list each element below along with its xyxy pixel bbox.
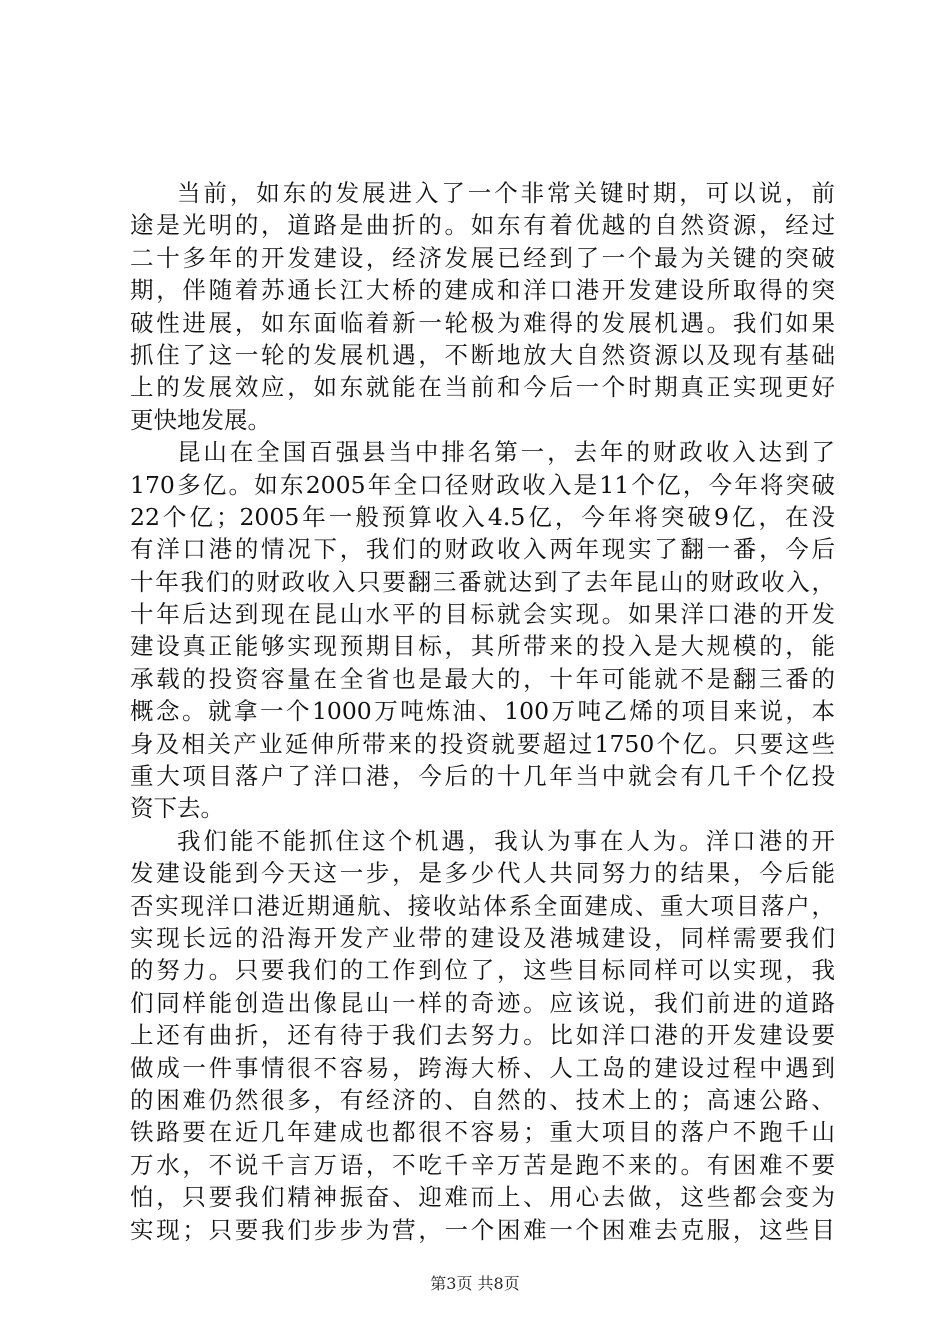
paragraph-line: 实现；只要我们步步为营，一个困难一个困难去克服，这些目 — [130, 1215, 835, 1244]
paragraph-line: 概念。就拿一个1000万吨炼油、100万吨乙烯的项目来说，本 — [130, 697, 835, 726]
page-footer: 第3页 共8页 — [430, 1274, 520, 1293]
paragraph-line: 们同样能创造出像昆山一样的奇迹。应该说，我们前进的道路 — [130, 988, 835, 1017]
paragraph-line: 的努力。只要我们的工作到位了，这些目标同样可以实现，我 — [130, 956, 835, 985]
paragraph-line: 十年我们的财政收入只要翻三番就达到了去年昆山的财政收入， — [130, 567, 835, 596]
paragraph-line: 承载的投资容量在全省也是最大的，十年可能就不是翻三番的 — [130, 664, 835, 693]
document-body — [130, 177, 835, 1246]
paragraph-line: 否实现洋口港近期通航、接收站体系全面建成、重大项目落户， — [130, 891, 835, 920]
paragraph-line: 发建设能到今天这一步，是多少代人共同努力的结果，今后能 — [130, 859, 835, 888]
paragraph-line: 实现长远的沿海开发产业带的建设及港城建设，同样需要我们 — [130, 923, 835, 952]
paragraph-line: 途是光明的，道路是曲折的。如东有着优越的自然资源，经过 — [130, 211, 835, 240]
paragraph-line: 做成一件事情很不容易，跨海大桥、人工岛的建设过程中遇到 — [130, 1053, 835, 1082]
paragraph-line: 我们能不能抓住这个机遇，我认为事在人为。洋口港的开 — [177, 826, 835, 855]
paragraph-line: 更快地发展。 — [130, 405, 271, 434]
paragraph-line: 抓住了这一轮的发展机遇，不断地放大自然资源以及现有基础 — [130, 340, 835, 369]
paragraph-line: 破性进展，如东面临着新一轮极为难得的发展机遇。我们如果 — [130, 308, 835, 337]
paragraph-line: 昆山在全国百强县当中排名第一，去年的财政收入达到了 — [177, 438, 835, 467]
paragraph-line: 重大项目落户了洋口港，今后的十几年当中就会有几千个亿投 — [130, 762, 835, 791]
paragraph-line: 当前，如东的发展进入了一个非常关键时期，可以说，前 — [177, 179, 835, 207]
paragraph-line: 上的发展效应，如东就能在当前和今后一个时期真正实现更好 — [130, 373, 835, 402]
paragraph-line: 二十多年的开发建设，经济发展已经到了一个最为关键的突破 — [130, 243, 835, 272]
paragraph-line: 身及相关产业延伸所带来的投资就要超过1750个亿。只要这些 — [130, 729, 835, 758]
paragraph-line: 万水，不说千言万语，不吃千辛万苦是跑不来的。有困难不要 — [130, 1150, 835, 1179]
paragraph-line: 有洋口港的情况下，我们的财政收入两年现实了翻一番，今后 — [130, 535, 835, 564]
paragraph-line: 上还有曲折，还有待于我们去努力。比如洋口港的开发建设要 — [130, 1021, 835, 1050]
paragraph-line: 22个亿；2005年一般预算收入4.5亿，今年将突破9亿，在没 — [130, 502, 835, 531]
paragraph-line: 建设真正能够实现预期目标，其所带来的投入是大规模的，能 — [130, 632, 835, 661]
paragraph-line: 十年后达到现在昆山水平的目标就会实现。如果洋口港的开发 — [130, 600, 835, 629]
paragraph-line: 的困难仍然很多，有经济的、自然的、技术上的；高速公路、 — [130, 1085, 835, 1114]
paragraph-line: 铁路要在近几年建成也都很不容易；重大项目的落户不跑千山 — [130, 1118, 835, 1147]
paragraph-line: 170多亿。如东2005年全口径财政收入是11个亿，今年将突破 — [130, 470, 835, 499]
paragraph-line: 怕，只要我们精神振奋、迎难而上、用心去做，这些都会变为 — [130, 1183, 835, 1212]
paragraph-line: 资下去。 — [130, 794, 224, 823]
paragraph-line: 期，伴随着苏通长江大桥的建成和洋口港开发建设所取得的突 — [130, 276, 835, 305]
